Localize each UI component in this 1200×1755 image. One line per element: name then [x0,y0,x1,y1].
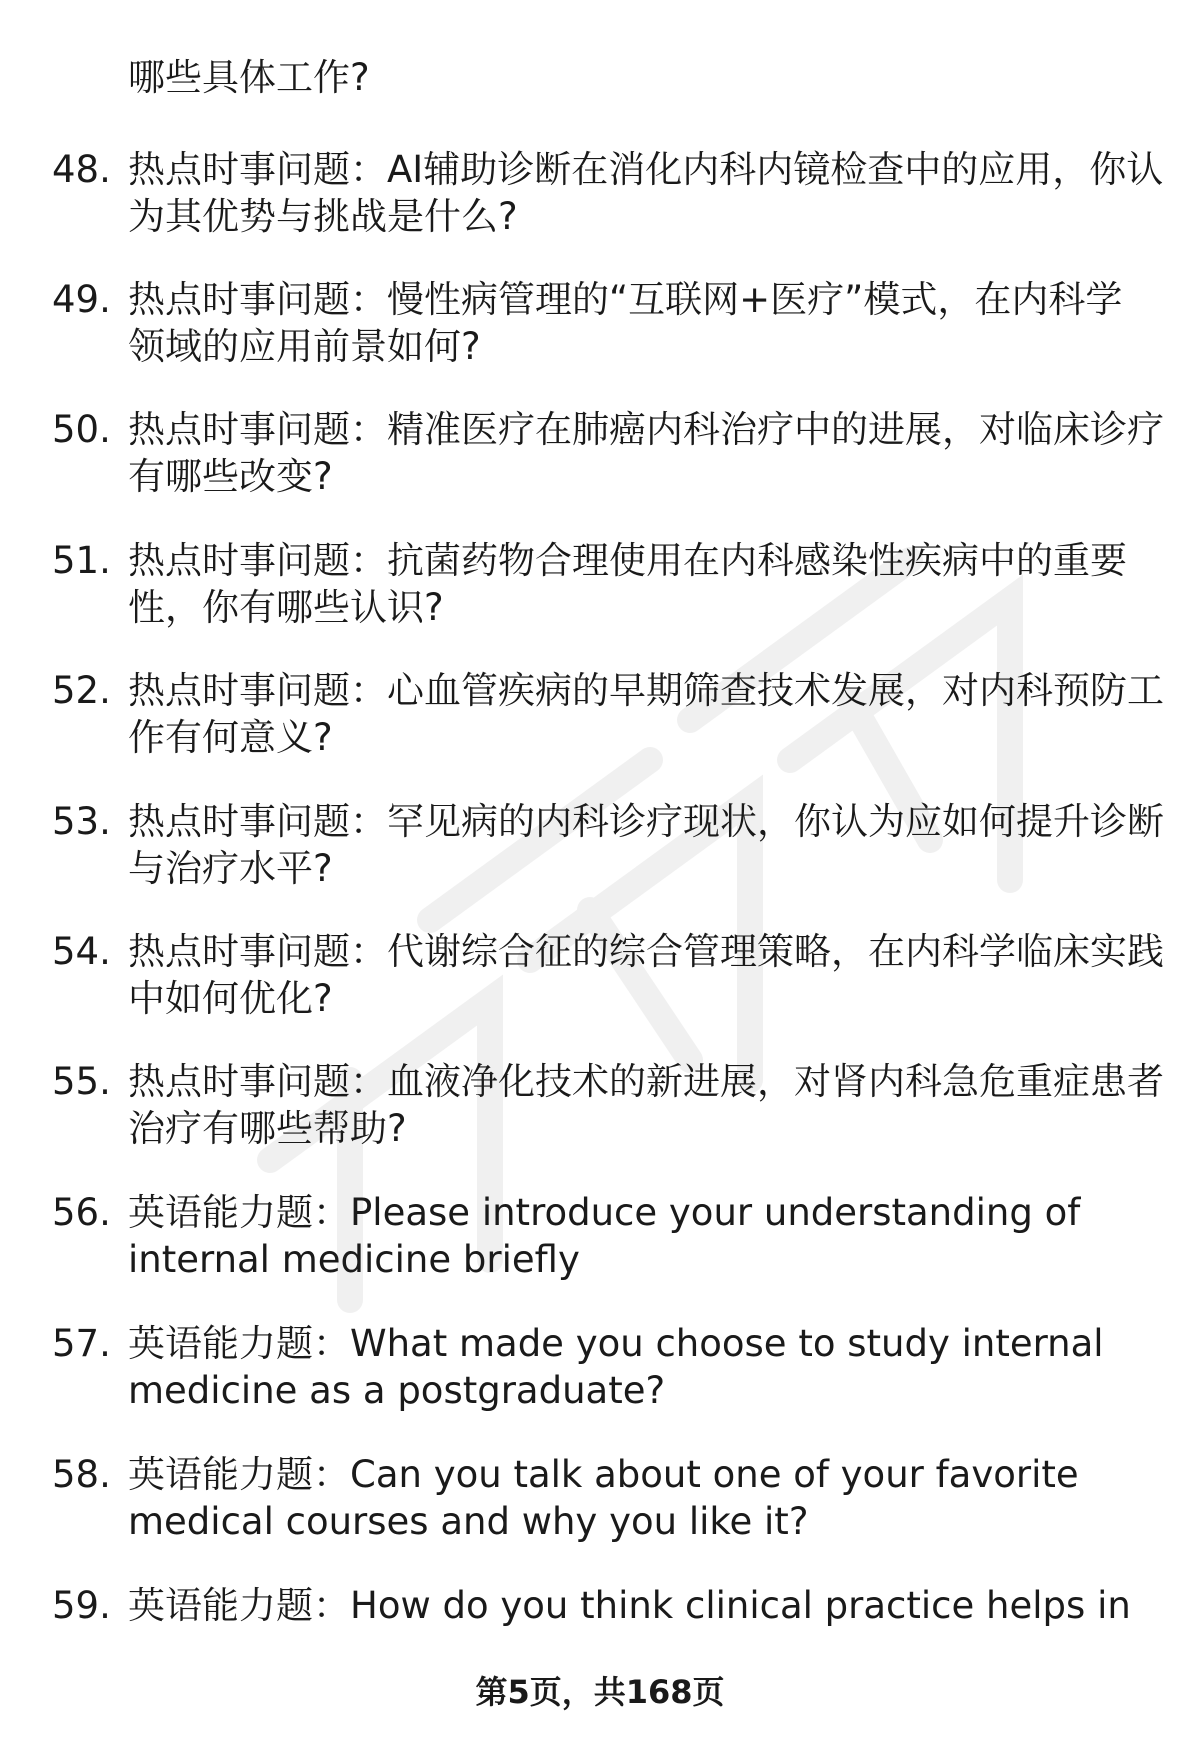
item-line: 热点时事问题：血液净化技术的新进展，对肾内科急危重症患者 [128,1060,1164,1103]
item-line: 热点时事问题：AI辅助诊断在消化内科内镜检查中的应用，你认 [128,148,1164,191]
item-line: 热点时事问题：罕见病的内科诊疗现状，你认为应如何提升诊断 [128,800,1164,843]
item-line: 英语能力题：Can you talk about one of your favorite [128,1453,1079,1496]
item-line: 为其优势与挑战是什么? [128,195,518,238]
item-line: 与治疗水平? [128,847,333,890]
item-line: 热点时事问题：心血管疾病的早期筛查技术发展，对内科预防工 [128,669,1164,712]
item-number: 56. [52,1191,111,1234]
item-line: 有哪些改变? [128,455,333,498]
item-line: 领域的应用前景如何? [128,325,481,368]
item-number: 48. [52,148,111,191]
item-line: medicine as a postgraduate? [128,1369,666,1412]
item-line: 作有何意义? [128,716,333,759]
item-line: 中如何优化? [128,977,333,1020]
item-line: 热点时事问题：慢性病管理的“互联网+医疗”模式，在内科学 [128,278,1123,321]
item-47-line-1: 哪些具体工作? [128,56,370,99]
item-line: medical courses and why you like it? [128,1500,809,1543]
item-line: 英语能力题：How do you think clinical practice helps in [128,1584,1131,1627]
item-number: 51. [52,539,111,582]
item-number: 57. [52,1322,111,1365]
item-number: 52. [52,669,111,712]
item-number: 54. [52,930,111,973]
page-footer: 第5页，共168页 [475,1673,725,1711]
item-line: 性，你有哪些认识? [128,586,444,629]
item-number: 59. [52,1584,111,1627]
item-line: 英语能力题：Please introduce your understanding of [128,1191,1081,1234]
item-number: 53. [52,800,111,843]
item-number: 55. [52,1060,111,1103]
item-line: 治疗有哪些帮助? [128,1107,407,1150]
item-line: internal medicine briefly [128,1238,580,1281]
item-line: 热点时事问题：抗菌药物合理使用在内科感染性疾病中的重要 [128,539,1127,582]
item-number: 49. [52,278,111,321]
item-line: 热点时事问题：代谢综合征的综合管理策略，在内科学临床实践 [128,930,1164,973]
item-line: 英语能力题：What made you choose to study internal [128,1322,1104,1365]
item-number: 50. [52,408,111,451]
item-number: 58. [52,1453,111,1496]
item-line: 热点时事问题：精准医疗在肺癌内科治疗中的进展，对临床诊疗 [128,408,1164,451]
